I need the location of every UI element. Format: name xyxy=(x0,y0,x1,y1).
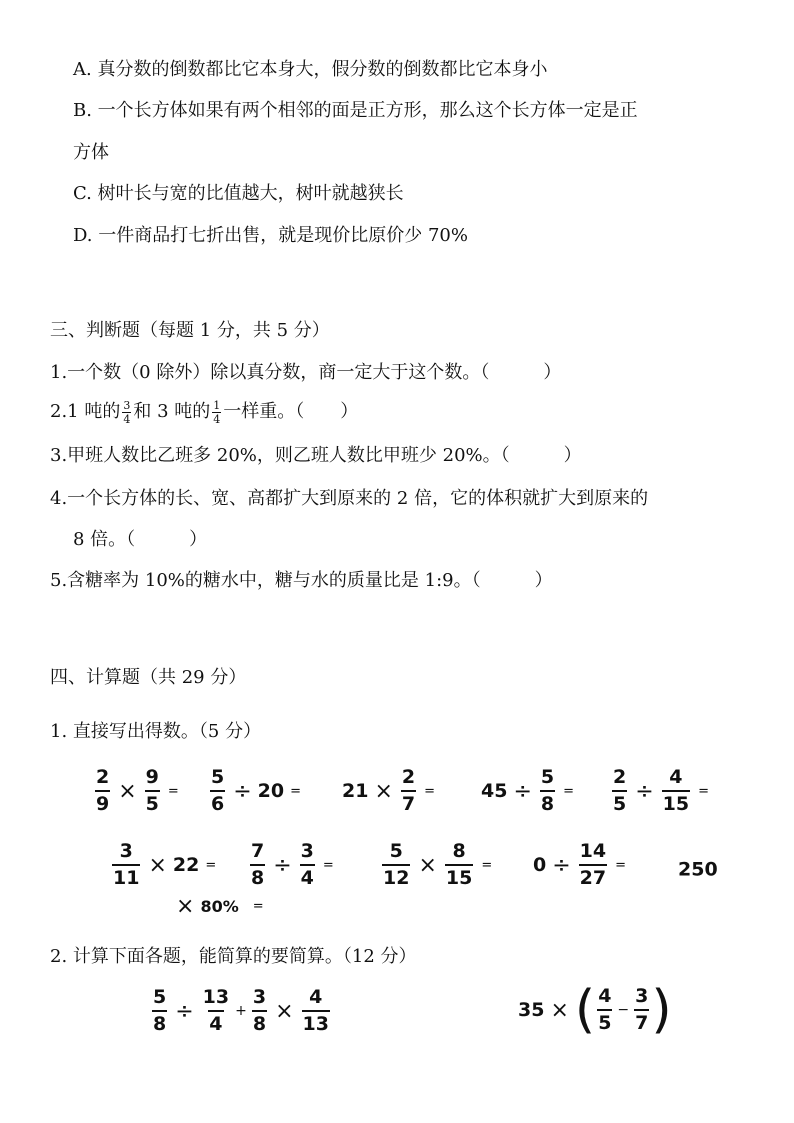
calc1-expr-8 xyxy=(380,842,492,888)
fraction xyxy=(382,842,410,888)
judge-q5: 5.含糖率为 10%的糖水中，糖与水的质量比是 1:9。（ ） xyxy=(50,570,553,591)
option-a: A. 真分数的倒数都比它本身大，假分数的倒数都比它本身小 xyxy=(73,59,548,80)
option-d: D. 一件商品打七折出售，就是现价比原价少 70% xyxy=(73,225,468,246)
fraction xyxy=(212,400,221,425)
judge-q4-continued: 8 倍。（ ） xyxy=(73,529,208,550)
numerator: 3 xyxy=(252,986,267,1008)
fraction xyxy=(122,400,131,425)
numerator: 5 xyxy=(211,766,225,788)
denominator: 8 xyxy=(540,790,555,814)
fraction xyxy=(152,988,167,1034)
numerator: 5 xyxy=(540,766,555,788)
calc1-expr-1 xyxy=(93,768,179,814)
numerator: 4 xyxy=(309,986,323,1008)
equals-sign: = xyxy=(563,783,575,799)
fraction xyxy=(252,988,267,1034)
denominator: 8 xyxy=(252,1010,267,1034)
equals-sign: = xyxy=(481,857,493,873)
numerator: 3 xyxy=(635,985,649,1007)
plus-sign: + xyxy=(235,1003,247,1019)
divide-sign: ÷ xyxy=(175,998,194,1024)
fraction xyxy=(302,988,330,1034)
denominator: 4 xyxy=(208,1010,223,1034)
fraction xyxy=(612,768,627,814)
denominator: 13 xyxy=(302,1010,330,1034)
operand: 250 xyxy=(678,858,718,881)
times-sign: × xyxy=(275,998,294,1024)
equals-sign: = xyxy=(167,783,179,799)
judge-q3: 3.甲班人数比乙班多 20%，则乙班人数比甲班少 20%。（ ） xyxy=(50,445,582,466)
fraction xyxy=(401,768,416,814)
numerator: 4 xyxy=(598,985,612,1007)
calc1-expr-10-rest xyxy=(170,894,264,919)
operand: 22 xyxy=(172,854,200,876)
numerator: 2 xyxy=(613,766,627,788)
numerator: 3 xyxy=(119,840,133,862)
numerator: 9 xyxy=(145,766,159,788)
numerator: 2 xyxy=(401,766,416,788)
divide-sign: ÷ xyxy=(552,852,571,878)
equals-sign: = xyxy=(290,783,302,799)
times-sign: × xyxy=(418,852,437,878)
numerator: 5 xyxy=(389,840,403,862)
section-3-title: 三、判断题（每题 1 分，共 5 分） xyxy=(50,320,330,341)
calc1-expr-3 xyxy=(342,768,435,814)
calc2-expr-1 xyxy=(150,988,332,1034)
calc-sub2-title: 2. 计算下面各题，能简算的要简算。（12 分） xyxy=(50,946,417,967)
denominator: 7 xyxy=(634,1009,649,1033)
operand: 35 xyxy=(518,999,545,1021)
operand: 80% xyxy=(200,897,239,916)
divide-sign: ÷ xyxy=(635,778,654,804)
numerator: 5 xyxy=(153,986,167,1008)
fraction xyxy=(445,842,473,888)
numerator: 4 xyxy=(669,766,683,788)
numerator: 8 xyxy=(452,840,466,862)
judge-q2-post: 一样重。（ ） xyxy=(223,401,359,422)
times-sign: × xyxy=(550,997,569,1023)
fraction xyxy=(579,842,607,888)
denominator: 8 xyxy=(152,1010,167,1034)
denominator: 27 xyxy=(579,864,607,888)
numerator: 14 xyxy=(579,840,607,862)
denominator: 5 xyxy=(145,790,160,814)
option-c: C. 树叶长与宽的比值越大，树叶就越狭长 xyxy=(73,183,404,204)
operand: 0 xyxy=(533,854,547,876)
denominator: 5 xyxy=(597,1009,612,1033)
judge-q2-mid: 和 3 吨的 xyxy=(133,401,211,422)
numerator: 1 xyxy=(213,398,221,412)
right-paren: ) xyxy=(651,980,672,1040)
calc-sub1-title: 1. 直接写出得数。（5 分） xyxy=(50,721,262,742)
numerator: 7 xyxy=(251,840,265,862)
calc1-expr-5 xyxy=(610,768,709,814)
times-sign: × xyxy=(176,894,195,919)
option-b-continued: 方体 xyxy=(73,142,109,163)
calc1-expr-2 xyxy=(208,768,301,814)
denominator: 15 xyxy=(662,790,690,814)
left-paren: ( xyxy=(574,980,596,1040)
numerator: 3 xyxy=(300,840,314,862)
fraction xyxy=(202,988,230,1034)
operand: 20 xyxy=(257,780,285,802)
calc1-expr-4 xyxy=(481,768,574,814)
equals-sign: = xyxy=(615,857,627,873)
times-sign: × xyxy=(148,852,167,878)
fraction xyxy=(540,768,555,814)
calc2-expr-2 xyxy=(518,980,672,1040)
judge-q2-pre: 2.1 吨的 xyxy=(50,401,121,422)
denominator: 8 xyxy=(250,864,265,888)
denominator: 11 xyxy=(112,864,140,888)
denominator: 5 xyxy=(612,790,627,814)
divide-sign: ÷ xyxy=(233,778,252,804)
equals-sign: = xyxy=(252,899,264,914)
denominator: 4 xyxy=(213,412,221,426)
times-sign: × xyxy=(374,778,393,804)
equals-sign: = xyxy=(322,857,334,873)
denominator: 4 xyxy=(300,864,315,888)
times-sign: × xyxy=(118,778,137,804)
judge-q2 xyxy=(50,397,358,427)
fraction xyxy=(210,768,225,814)
equals-sign: = xyxy=(424,783,436,799)
denominator: 7 xyxy=(401,790,416,814)
fraction xyxy=(634,987,649,1033)
calc1-expr-6 xyxy=(110,842,216,888)
calc1-expr-9 xyxy=(533,842,626,888)
fraction xyxy=(662,768,690,814)
fraction xyxy=(597,987,612,1033)
denominator: 6 xyxy=(210,790,225,814)
fraction xyxy=(145,768,160,814)
calc1-expr-7 xyxy=(248,842,334,888)
judge-q1: 1.一个数（0 除外）除以真分数，商一定大于这个数。（ ） xyxy=(50,362,562,383)
judge-q4: 4.一个长方体的长、宽、高都扩大到原来的 2 倍，它的体积就扩大到原来的 xyxy=(50,488,649,509)
fraction xyxy=(95,768,110,814)
minus-sign: − xyxy=(617,1002,630,1018)
denominator: 4 xyxy=(123,412,131,426)
denominator: 12 xyxy=(382,864,410,888)
numerator: 3 xyxy=(123,398,131,412)
numerator: 13 xyxy=(202,986,230,1008)
divide-sign: ÷ xyxy=(273,852,292,878)
calc1-expr-10-operand xyxy=(678,858,718,881)
section-4-title: 四、计算题（共 29 分） xyxy=(50,667,247,688)
numerator: 2 xyxy=(96,766,110,788)
fraction xyxy=(112,842,140,888)
equals-sign: = xyxy=(205,857,217,873)
operand: 21 xyxy=(342,780,369,802)
option-b: B. 一个长方体如果有两个相邻的面是正方形，那么这个长方体一定是正 xyxy=(73,100,638,121)
denominator: 9 xyxy=(95,790,110,814)
fraction xyxy=(250,842,265,888)
operand: 45 xyxy=(481,780,508,802)
fraction xyxy=(300,842,315,888)
denominator: 15 xyxy=(445,864,473,888)
divide-sign: ÷ xyxy=(513,778,532,804)
equals-sign: = xyxy=(698,783,710,799)
